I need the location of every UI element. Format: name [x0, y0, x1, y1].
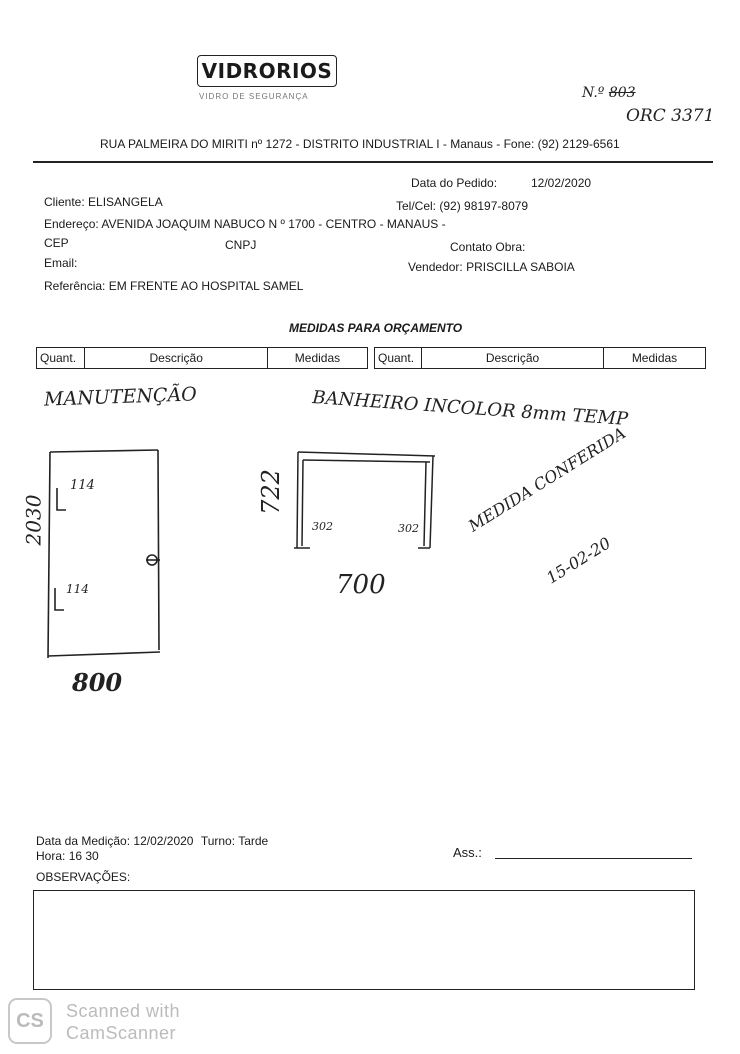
watermark-line1: Scanned with [66, 1001, 181, 1021]
number-label: N.º [582, 85, 605, 101]
address-label: Endereço: [44, 217, 99, 231]
col-medidas: Medidas [604, 348, 706, 369]
right-right-dim: 302 [398, 522, 419, 535]
contact-label: Contato Obra: [450, 240, 526, 254]
client-value: ELISANGELA [88, 195, 163, 209]
measure-date-value: 12/02/2020 [133, 834, 194, 848]
camscanner-logo: CS [8, 998, 52, 1044]
company-logo: VIDRORIOS [197, 55, 337, 87]
email-label: Email: [44, 256, 78, 270]
seller-label: Vendedor: [408, 260, 463, 274]
col-descricao: Descrição [85, 348, 268, 369]
signature-label: Ass.: [453, 845, 482, 860]
left-bottom-dim: 114 [66, 582, 89, 596]
company-tagline: VIDRO DE SEGURANÇA [199, 92, 309, 101]
seller-value: PRISCILLA SABOIA [466, 260, 575, 274]
right-item-title: BANHEIRO INCOLOR 8mm TEMP [311, 386, 629, 431]
watermark-line2: CamScanner [66, 1023, 177, 1043]
hour-row [36, 849, 99, 863]
order-date-label: Data do Pedido: [411, 176, 498, 190]
col-medidas: Medidas [267, 348, 367, 369]
company-address: RUA PALMEIRA DO MIRITI nº 1272 - DISTRITO INDUSTRIAL I - Manaus - Fone: (92) 2129-6561 [100, 137, 620, 151]
col-descricao: Descrição [422, 348, 604, 369]
orc-number: ORC 3371 [626, 106, 715, 126]
hour-label: Hora: [36, 849, 66, 863]
phone-label: Tel/Cel: [396, 199, 437, 213]
verified-note: MEDIDA CONFERIDA [464, 423, 630, 536]
cnpj-label: CNPJ [225, 238, 257, 252]
col-quant: Quant. [375, 348, 422, 369]
order-date-value: 12/02/2020 [531, 176, 592, 190]
cep-label: CEP [44, 236, 69, 250]
right-left-dim: 302 [312, 520, 333, 533]
right-height-dim: 722 [256, 469, 285, 515]
left-top-dim: 114 [70, 478, 95, 493]
measure-date-label: Data da Medição: [36, 834, 131, 848]
number-value: 803 [608, 85, 636, 101]
left-width-dim: 800 [72, 668, 123, 697]
right-width-dim: 700 [336, 570, 386, 600]
shift-label: Turno: [200, 834, 236, 848]
address-value: AVENIDA JOAQUIM NABUCO N º 1700 - CENTRO - MANAUS - [101, 217, 446, 231]
shift-value: Tarde [238, 834, 269, 848]
signature-line [495, 858, 692, 859]
phone-value: (92) 98197-8079 [439, 199, 529, 213]
col-quant: Quant. [37, 348, 85, 369]
verified-note-date: 15-02-20 [542, 533, 615, 588]
measure-date-row [36, 834, 268, 848]
observations-label: OBSERVAÇÕES: [36, 870, 131, 884]
reference-label: Referência: [44, 279, 106, 293]
hour-value: 16 30 [68, 849, 99, 863]
observations-box [33, 890, 695, 990]
reference-value: EM FRENTE AO HOSPITAL SAMEL [108, 279, 304, 293]
camscanner-watermark [66, 1000, 180, 1044]
client-label: Cliente: [44, 195, 85, 209]
left-item-title: MANUTENÇÃO [43, 383, 198, 411]
measures-title: MEDIDAS PARA ORÇAMENTO [289, 321, 463, 335]
left-height-dim: 2030 [21, 494, 46, 546]
left-panel-sketch [48, 450, 160, 658]
